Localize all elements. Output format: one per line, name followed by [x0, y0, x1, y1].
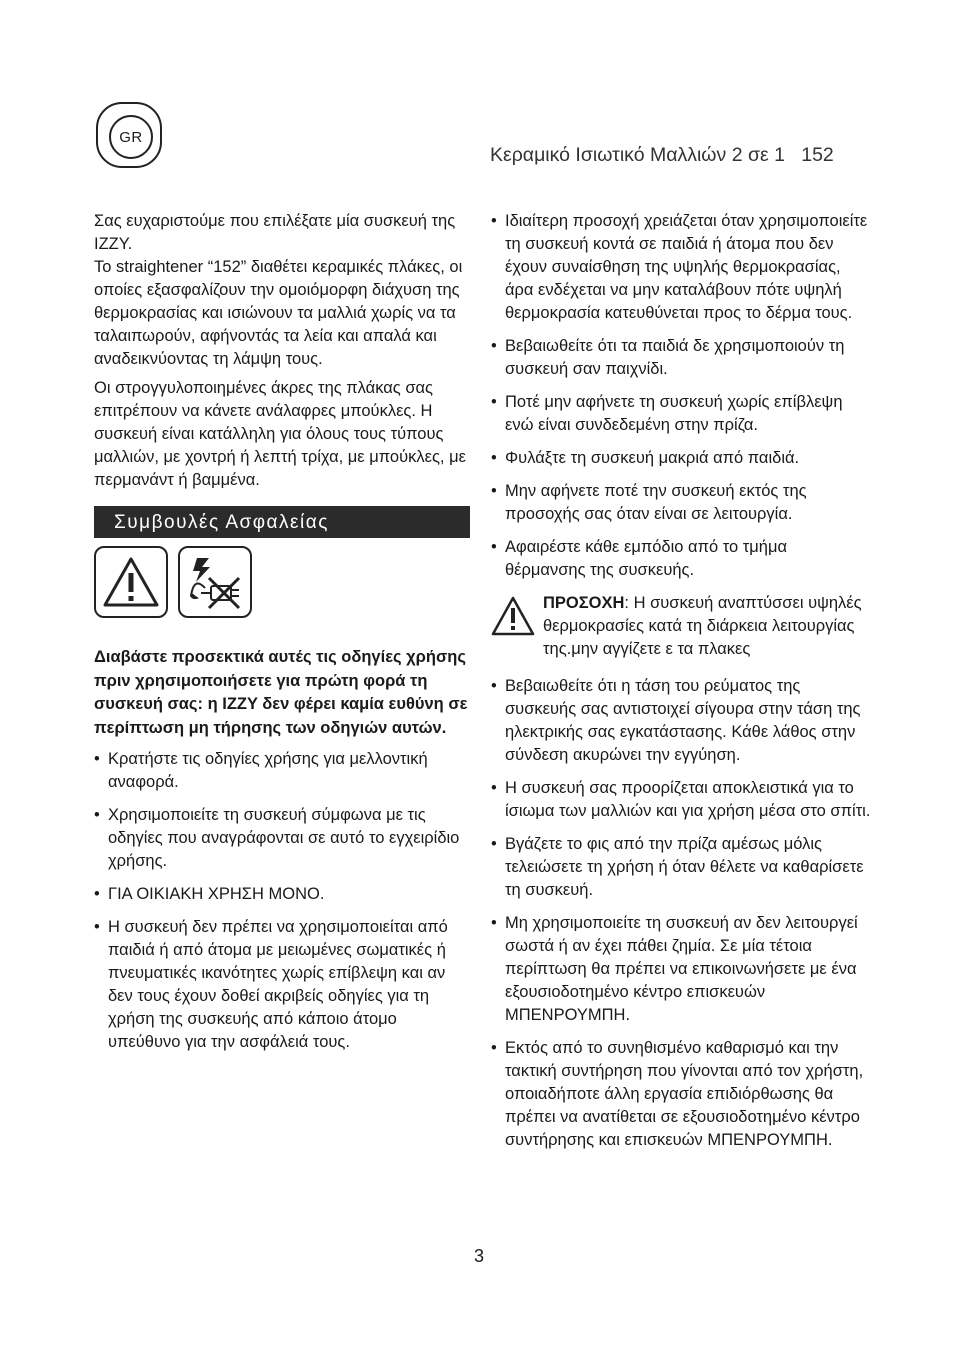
list-item: • Χρησιμοποιείτε τη συσκευή σύμφωνα με τις οδηγίες που αναγράφονται σε αυτό το εγχειρίδιο χρήσης. [94, 804, 470, 873]
list-item: • Βγάζετε το φις από την πρίζα αμέσως μόλις τελειώσετε τη χρήση ή όταν θέλετε να καθαρίσετε τη συσκευή. [491, 833, 871, 902]
left-column [94, 210, 470, 1064]
list-item: • Φυλάξτε τη συσκευή μακριά από παιδιά. [491, 447, 871, 470]
safety-section-title: Συμβουλές Ασφαλείας [114, 511, 329, 533]
caution-notice [491, 592, 871, 661]
list-item: • Μη χρησιμοποιείτε τη συσκευή αν δεν λειτουργεί σωστά ή αν έχει πάθει ζημία. Σε μία τέτοια περίπτωση θα πρέπει να επικοινωνήσετε με ένα εξουσιοδοτημένο κέντρο επισκευών ΜΠΕΝΡΟΥΜΠΗ. [491, 912, 871, 1027]
safety-section-heading [94, 506, 470, 538]
page-number: 3 [474, 1246, 485, 1266]
read-instructions-notice: Διαβάστε προσεκτικά αυτές τις οδηγίες χρήσης πριν χρησιμοποιήσετε για πρώτη φορά τη συσκευή σας: η IZZY δεν φέρει καμία ευθύνη σε περίπτωση μη τήρησης των οδηγιών αυτών. [94, 648, 468, 737]
list-item: • Αφαιρέστε κάθε εμπόδιο από το τμήμα θέρμανσης της συσκευής. [491, 536, 871, 582]
list-item: • Βεβαιωθείτε ότι η τάση του ρεύματος της συσκευής σας αντιστοιχεί σίγουρα στην τάση της ηλεκτρικής σας εγκατάστασης. Κάθε λάθος στην σύνδεση ακυρώνει την εγγύηση. [491, 675, 871, 767]
list-item: • Η συσκευή σας προορίζεται αποκλειστικά για το ίσιωμα των μαλλιών και για χρήση μέσα στο σπίτι. [491, 777, 871, 823]
page-header [490, 144, 834, 167]
model-number: 152 [801, 144, 834, 166]
warning-triangle-icon [94, 546, 168, 618]
caution-text: : Η συσκευή αναπτύσσει υψηλές θερμοκρασίες κατά τη διάρκεια λειτουργίας της.μην αγγίζετε ε τα πλακες [543, 594, 862, 658]
safety-list-left [94, 748, 470, 1054]
list-item: • Ιδιαίτερη προσοχή χρειάζεται όταν χρησιμοποιείτε τη συσκευή κοντά σε παιδιά ή άτομα που δεν έχουν συναίσθηση της υψηλής θερμοκρασίας, άρα ενδέχεται να μην καταλάβουν πότε υψηλή θερμοκρασία κατευθύνεται προς το δέρμα τους. [491, 210, 871, 325]
no-water-plug-icon [178, 546, 252, 618]
caution-label: ΠΡΟΣΟΧΗ [543, 594, 625, 612]
language-badge [96, 102, 162, 168]
safety-list-right-bottom [491, 675, 871, 1152]
right-column [491, 210, 871, 1162]
list-item: • Μην αφήνετε ποτέ την συσκευή εκτός της προσοχής σας όταν είναι σε λειτουργία. [491, 480, 871, 526]
language-code: GR [109, 115, 153, 159]
intro-paragraph: Σας ευχαριστούμε που επιλέξατε μία συσκευή της IZZY. [94, 212, 456, 253]
safety-symbols [94, 546, 470, 618]
caution-triangle-icon [491, 596, 535, 636]
list-item: • ΓΙΑ ΟΙΚΙΑΚΗ ΧΡΗΣΗ ΜΟΝΟ. [94, 883, 470, 906]
list-item: • Η συσκευή δεν πρέπει να χρησιμοποιείται από παιδιά ή από άτομα με μειωμένες σωματικές ή πνευματικές ικανότητες χωρίς επίβλεψη και αν δεν τους έχουν δοθεί ακριβείς οδηγίες για τη χρήση της συσκευής από κάποιο άτομο υπεύθυνο για την ασφάλειά τους. [94, 916, 470, 1054]
list-item: • Κρατήστε τις οδηγίες χρήσης για μελλοντική αναφορά. [94, 748, 470, 794]
product-title: Κεραμικό Ισιωτικό Μαλλιών 2 σε 1 [490, 144, 785, 166]
intro-paragraph: Οι στρογγυλοποιημένες άκρες της πλάκας σας επιτρέπουν να κάνετε ανάλαφρες μπούκλες. Η συσκευή είναι κατάλληλη για όλους τους τύπους μαλλιών, με χοντρή ή λεπτή τρίχα, με μπούκλες, με περμανάντ ή βαμμένα. [94, 379, 466, 489]
list-item: • Βεβαιωθείτε ότι τα παιδιά δε χρησιμοποιούν τη συσκευή σαν παιχνίδι. [491, 335, 871, 381]
safety-list-right-top [491, 210, 871, 582]
list-item: • Εκτός από το συνηθισμένο καθαρισμό και την τακτική συντήρηση που γίνονται από τον χρήστη, οποιαδήποτε άλλη εργασία επιδιόρθωσης θα πρέπει να ανατίθεται σε εξουσιοδοτημένο κέντρο συντήρησης και επισκευών ΜΠΕΝΡΟΥΜΠΗ. [491, 1037, 871, 1152]
list-item: • Ποτέ μην αφήνετε τη συσκευή χωρίς επίβλεψη ενώ είναι συνδεδεμένη στην πρίζα. [491, 391, 871, 437]
intro-paragraph: Το straightener “152” διαθέτει κεραμικές πλάκες, οι οποίες εξασφαλίζουν την ομοιόμορφη διάχυση της θερμοκρασίας και ισιώνουν τα μαλλιά χωρίς να τα ταλαιπωρούν, αφήνοντάς τα λεία και απαλά και αναδεικνύοντας τη λάμψη τους. [94, 258, 463, 368]
